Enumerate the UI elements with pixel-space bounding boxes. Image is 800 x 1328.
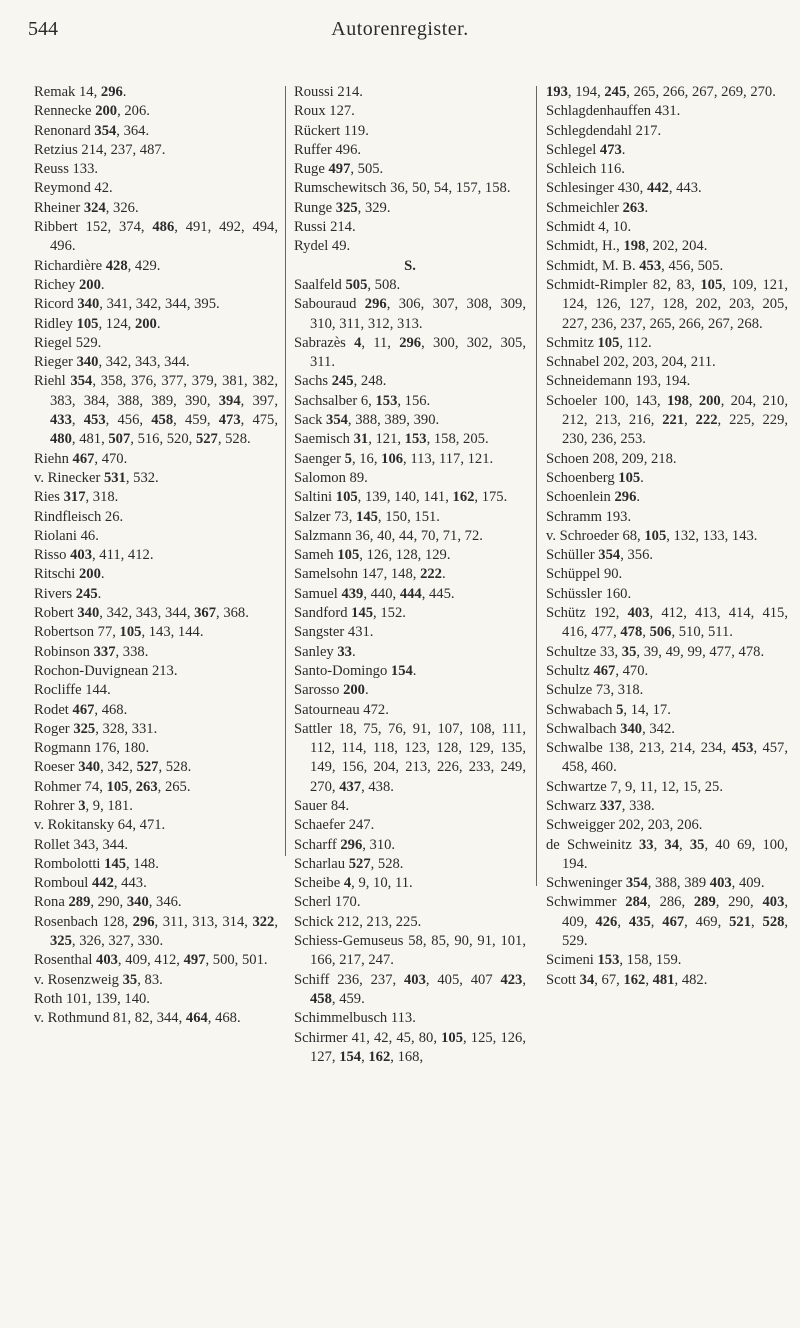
index-column-1 (34, 83, 278, 1029)
index-entry: Rindfleisch 26. (34, 508, 124, 525)
index-entry: Rocliffe 144. (34, 682, 111, 699)
index-entry: Scheibe 4, 9, 10, 11. (294, 875, 413, 892)
index-entry: de Schweinitz 33, 34, 35, 40 69, 100, 194. (546, 836, 789, 872)
index-entry: Sameh 105, 126, 128, 129. (294, 547, 451, 564)
index-entry: Schneidemann 193, 194. (546, 373, 691, 390)
index-entry: Saalfeld 505, 508. (294, 276, 401, 293)
index-entry: S. (404, 257, 416, 274)
index-entry: v. Rothmund 81, 82, 344, 464, 468. (34, 1010, 241, 1027)
index-entry: Sabouraud 296, 306, 307, 308, 309, 310, 311, 312, 313. (294, 296, 526, 332)
index-entry: v. Rosenzweig 35, 83. (34, 971, 163, 988)
index-entry: Romboul 442, 443. (34, 875, 147, 892)
index-entry: Schiff 236, 237, 403, 405, 407 423, 458, 459. (294, 971, 526, 1007)
index-entry: Schirmer 41, 42, 45, 80, 105, 125, 126, 127, 154, 162, 168, (294, 1029, 526, 1065)
index-entry: Schüssler 160. (546, 585, 632, 602)
index-entry: Schmidt, H., 198, 202, 204. (546, 238, 708, 255)
index-entry: Roger 325, 328, 331. (34, 720, 158, 737)
index-entry: Schwartze 7, 9, 11, 12, 15, 25. (546, 778, 723, 795)
index-entry: Rumschewitsch 36, 50, 54, 157, 158. (294, 180, 511, 197)
index-entry: Samuel 439, 440, 444, 445. (294, 585, 455, 602)
index-entry: Richardière 428, 429. (34, 257, 161, 274)
index-entry: Schwarz 337, 338. (546, 797, 655, 814)
index-entry: Schwabach 5, 14, 17. (546, 701, 671, 718)
index-entry: Schoenberg 105. (546, 469, 644, 486)
index-entry: Richey 200. (34, 276, 105, 293)
index-entry: Salzer 73, 145, 150, 151. (294, 508, 440, 525)
index-entry: Rosenthal 403, 409, 412, 497, 500, 501. (34, 952, 268, 969)
index-entry: Schlegel 473. (546, 141, 626, 158)
index-entry: Schultz 467, 470. (546, 662, 649, 679)
index-entry: Sandford 145, 152. (294, 605, 406, 622)
index-entry: Schnabel 202, 203, 204, 211. (546, 354, 716, 371)
index-entry: Roth 101, 139, 140. (34, 990, 150, 1007)
index-entry: Santo-Domingo 154. (294, 662, 417, 679)
index-entry: Sachs 245, 248. (294, 373, 387, 390)
index-entry: Salomon 89. (294, 469, 368, 486)
index-entry: Roux 127. (294, 103, 355, 120)
index-entry: Runge 325, 329. (294, 199, 391, 216)
index-entry: Ricord 340, 341, 342, 344, 395. (34, 296, 220, 313)
index-entry: Scherl 170. (294, 894, 361, 911)
index-entry: Schweninger 354, 388, 389 403, 409. (546, 875, 765, 892)
index-entry: Robert 340, 342, 343, 344, 367, 368. (34, 605, 249, 622)
index-entry: Schmeichler 263. (546, 199, 649, 216)
index-entry: v. Rinecker 531, 532. (34, 469, 159, 486)
index-entry: Schmidt, M. B. 453, 456, 505. (546, 257, 724, 274)
index-entry: Schoen 208, 209, 218. (546, 450, 677, 467)
column-rule (285, 86, 286, 856)
index-entry: Riolani 46. (34, 527, 99, 544)
index-entry: Satourneau 472. (294, 701, 389, 718)
index-entry: Sack 354, 388, 389, 390. (294, 412, 440, 429)
index-entry: Sarosso 200. (294, 682, 369, 699)
index-entry: Rona 289, 290, 340, 346. (34, 894, 182, 911)
index-entry: Schmidt-Rimpler 82, 83, 105, 109, 121, 124, 126, 127, 128, 202, 203, 205, 227, 236, 237, 265, 266, 267, 268. (546, 276, 788, 332)
index-entry: Reymond 42. (34, 180, 113, 197)
index-entry: Schweigger 202, 203, 206. (546, 817, 703, 834)
index-entry: Scott 34, 67, 162, 481, 482. (546, 971, 708, 988)
index-entry: Schlegdendahl 217. (546, 122, 662, 139)
index-entry: Reuss 133. (34, 161, 99, 178)
index-entry: Rodet 467, 468. (34, 701, 128, 718)
index-entry: Rückert 119. (294, 122, 369, 139)
index-entry: Rennecke 200, 206. (34, 103, 150, 120)
index-entry: Rohrer 3, 9, 181. (34, 797, 133, 814)
index-entry: Robertson 77, 105, 143, 144. (34, 624, 204, 641)
column-rule (536, 86, 537, 886)
index-entry: Scimeni 153, 158, 159. (546, 952, 682, 969)
index-entry: Sangster 431. (294, 624, 374, 641)
index-entry: Roeser 340, 342, 527, 528. (34, 759, 192, 776)
index-entry: Salzmann 36, 40, 44, 70, 71, 72. (294, 527, 483, 544)
index-entry: Risso 403, 411, 412. (34, 547, 154, 564)
page-number: 544 (28, 18, 58, 40)
index-entry: Schlesinger 430, 442, 443. (546, 180, 702, 197)
index-entry: Schüppel 90. (546, 566, 623, 583)
index-entry: Ribbert 152, 374, 486, 491, 492, 494, 496. (34, 219, 278, 255)
index-entry: Saltini 105, 139, 140, 141, 162, 175. (294, 489, 508, 506)
index-entry: Renonard 354, 364. (34, 122, 150, 139)
index-entry: Schleich 116. (546, 161, 625, 178)
index-entry: 193, 194, 245, 265, 266, 267, 269, 270. (546, 84, 776, 100)
index-entry: Schwimmer 284, 286, 289, 290, 403, 409, 426, 435, 467, 469, 521, 528, 529. (546, 894, 789, 950)
index-entry: Schaefer 247. (294, 817, 375, 834)
index-entry: Riegel 529. (34, 334, 102, 351)
index-entry: Sauer 84. (294, 797, 350, 814)
index-entry: Schiess-Gemuseus 58, 85, 90, 91, 101, 166, 217, 247. (294, 933, 526, 969)
index-entry: Schmitz 105, 112. (546, 334, 652, 351)
index-entry: Schultze 33, 35, 39, 49, 99, 477, 478. (546, 643, 765, 660)
index-entry: Schwalbe 138, 213, 214, 234, 453, 457, 458, 460. (546, 740, 788, 776)
index-entry: Schütz 192, 403, 412, 413, 414, 415, 416, 477, 478, 506, 510, 511. (546, 605, 788, 641)
index-entry: Samelsohn 147, 148, 222. (294, 566, 446, 583)
index-entry: v. Schroeder 68, 105, 132, 133, 143. (546, 527, 758, 544)
index-entry: Sanley 33. (294, 643, 356, 660)
index-entry: Schmidt 4, 10. (546, 219, 632, 236)
index-entry: Sachsalber 6, 153, 156. (294, 392, 431, 409)
index-entry: Schramm 193. (546, 508, 632, 525)
index-entry: Rydel 49. (294, 238, 351, 255)
index-entry: Rieger 340, 342, 343, 344. (34, 354, 190, 371)
index-entry: Rollet 343, 344. (34, 836, 129, 853)
index-entry: Schoeler 100, 143, 198, 200, 204, 210, 212, 213, 216, 221, 222, 225, 229, 230, 236, 253. (546, 392, 789, 448)
index-column-2 (294, 83, 526, 1067)
index-entry: Sabrazès 4, 11, 296, 300, 302, 305, 311. (294, 334, 526, 371)
index-entry: Retzius 214, 237, 487. (34, 141, 166, 158)
index-entry: Rivers 245. (34, 585, 102, 602)
index-entry: Rogmann 176, 180. (34, 740, 150, 757)
index-entry: Schwalbach 340, 342. (546, 720, 675, 737)
index-entry: Ries 317, 318. (34, 489, 119, 506)
index-column-3 (546, 83, 788, 990)
index-entry: Ruge 497, 505. (294, 161, 384, 178)
index-entry: Schlagdenhauffen 431. (546, 103, 681, 120)
index-entry: Scharlau 527, 528. (294, 855, 404, 872)
index-entry: Scharff 296, 310. (294, 836, 396, 853)
index-entry: Russi 214. (294, 219, 356, 236)
index-entry: Rheiner 324, 326. (34, 199, 139, 216)
index-entry: Robinson 337, 338. (34, 643, 149, 660)
index-entry: Ritschi 200. (34, 566, 105, 583)
index-entry: Riehn 467, 470. (34, 450, 128, 467)
index-entry: Rohmer 74, 105, 263, 265. (34, 778, 191, 795)
index-entry: Riehl 354, 358, 376, 377, 379, 381, 382, 383, 384, 388, 389, 390, 394, 397, 433, 453, 456, 458, 459, 473, 475, 480, 481, 507, 516, 520, 527, 528. (34, 373, 278, 448)
index-entry: Sattler 18, 75, 76, 91, 107, 108, 111, 112, 114, 118, 123, 128, 129, 135, 149, 156, 204, 213, 226, 233, 249, 270, 437, 438. (294, 720, 526, 795)
index-entry: Roussi 214. (294, 84, 363, 100)
index-entry: Saemisch 31, 121, 153, 158, 205. (294, 431, 489, 448)
index-entry: Schick 212, 213, 225. (294, 913, 422, 930)
index-entry: v. Rokitansky 64, 471. (34, 817, 166, 834)
index-entry: Rosenbach 128, 296, 311, 313, 314, 322, 325, 326, 327, 330. (34, 913, 278, 950)
index-entry: Schüller 354, 356. (546, 547, 654, 564)
index-entry: Schoenlein 296. (546, 489, 641, 506)
index-entry: Ridley 105, 124, 200. (34, 315, 161, 332)
index-entry: Remak 14, 296. (34, 84, 127, 100)
index-entry: Saenger 5, 16, 106, 113, 117, 121. (294, 450, 494, 467)
index-entry: Ruffer 496. (294, 141, 362, 158)
index-entry: Schulze 73, 318. (546, 682, 644, 699)
index-entry: Schimmelbusch 113. (294, 1010, 416, 1027)
index-entry: Rochon-Duvignean 213. (34, 662, 178, 679)
running-head: Autorenregister. (331, 18, 469, 40)
index-entry: Rombolotti 145, 148. (34, 855, 159, 872)
